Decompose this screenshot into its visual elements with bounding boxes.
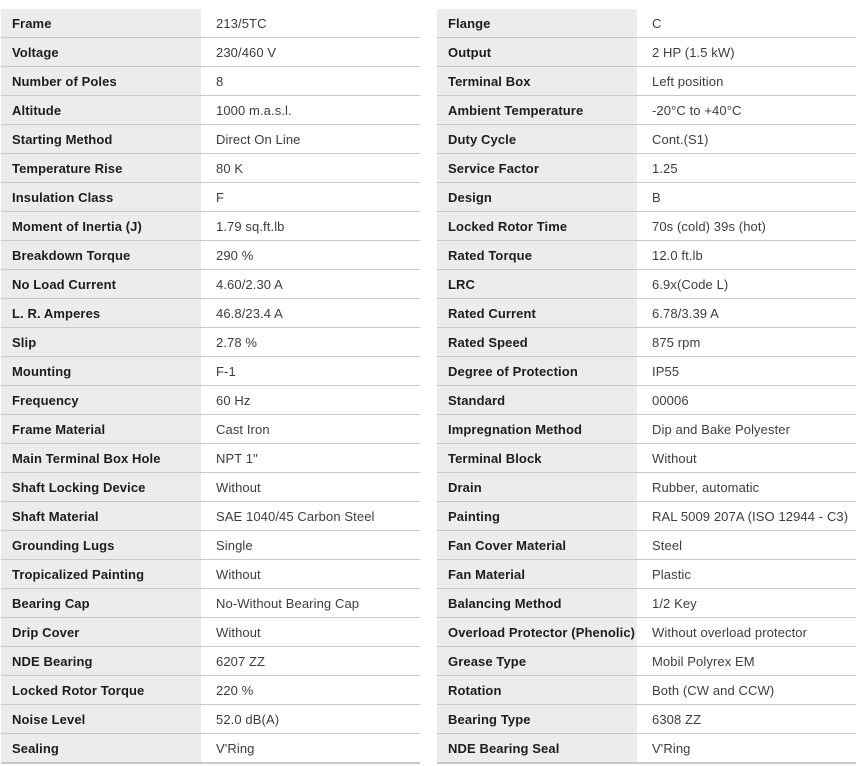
spec-row [437,618,856,647]
spec-row [437,473,856,502]
spec-value: F-1 [216,363,236,379]
spec-value: 1000 m.a.s.l. [216,102,292,118]
spec-label: NDE Bearing Seal [437,734,637,762]
spec-row [437,734,856,764]
spec-row [1,386,420,415]
spec-value: Plastic [652,566,691,582]
spec-value: Mobil Polyrex EM [652,653,755,669]
spec-row [437,241,856,270]
spec-label: Output [437,38,637,66]
spec-label: Terminal Box [437,67,637,95]
spec-value: 60 Hz [216,392,251,408]
spec-row [1,734,420,764]
spec-row [1,299,420,328]
spec-label: Locked Rotor Torque [1,676,201,704]
spec-value: V'Ring [216,740,255,756]
spec-label: Mounting [1,357,201,385]
spec-row [1,705,420,734]
spec-row [1,589,420,618]
spec-label: Altitude [1,96,201,124]
spec-label: Noise Level [1,705,201,733]
spec-row [1,154,420,183]
spec-row [437,96,856,125]
spec-value: 80 K [216,160,244,176]
spec-label: Starting Method [1,125,201,153]
spec-label: Flange [437,9,637,37]
spec-label: Shaft Material [1,502,201,530]
spec-label: Bearing Cap [1,589,201,617]
spec-label: Rotation [437,676,637,704]
spec-label: NDE Bearing [1,647,201,675]
spec-row [437,647,856,676]
spec-row [437,676,856,705]
spec-row [437,67,856,96]
spec-label: Slip [1,328,201,356]
spec-value: Without [216,479,261,495]
spec-label: Rated Torque [437,241,637,269]
spec-value: 46.8/23.4 A [216,305,283,321]
spec-label: Duty Cycle [437,125,637,153]
spec-row [1,125,420,154]
spec-value: Without [652,450,697,466]
spec-value: Steel [652,537,683,553]
spec-row [1,676,420,705]
spec-label: Temperature Rise [1,154,201,182]
spec-row [437,270,856,299]
spec-value: 4.60/2.30 A [216,276,283,292]
spec-label: LRC [437,270,637,298]
spec-label: Degree of Protection [437,357,637,385]
spec-value: V'Ring [652,740,691,756]
spec-value: 875 rpm [652,334,701,350]
spec-value: 12.0 ft.lb [652,247,703,263]
spec-row [1,328,420,357]
spec-label: Insulation Class [1,183,201,211]
spec-table-left [1,9,420,766]
spec-value: 52.0 dB(A) [216,711,280,727]
spec-value: SAE 1040/45 Carbon Steel [216,508,375,524]
spec-row [437,38,856,67]
spec-value: 6308 ZZ [652,711,702,727]
spec-row [1,502,420,531]
spec-row [1,9,420,38]
spec-row [437,299,856,328]
spec-value: F [216,189,225,205]
spec-value: 1/2 Key [652,595,697,611]
spec-label: Tropicalized Painting [1,560,201,588]
spec-value: Single [216,537,253,553]
spec-label: Standard [437,386,637,414]
spec-row [437,502,856,531]
spec-label: Overload Protector (Phenolic) [437,618,637,646]
spec-label: Terminal Block [437,444,637,472]
spec-row [437,212,856,241]
spec-value: Rubber, automatic [652,479,760,495]
spec-value: Left position [652,73,724,89]
spec-label: Design [437,183,637,211]
spec-row [1,473,420,502]
spec-value: 2.78 % [216,334,258,350]
spec-row [437,183,856,212]
spec-label: Frame [1,9,201,37]
spec-value: B [652,189,661,205]
spec-label: Service Factor [437,154,637,182]
spec-row [437,328,856,357]
spec-label: Grease Type [437,647,637,675]
spec-row [437,705,856,734]
spec-label: Moment of Inertia (J) [1,212,201,240]
spec-value: -20°C to +40°C [652,102,742,118]
spec-value: C [652,15,662,31]
spec-row [437,589,856,618]
spec-row [437,531,856,560]
spec-row [1,560,420,589]
spec-value: RAL 5009 207A (ISO 12944 - C3) [652,508,849,524]
spec-label: Breakdown Torque [1,241,201,269]
spec-row [1,183,420,212]
spec-row [1,38,420,67]
spec-value: Without overload protector [652,624,808,640]
spec-label: Main Terminal Box Hole [1,444,201,472]
spec-value: 70s (cold) 39s (hot) [652,218,766,234]
spec-row [1,647,420,676]
spec-row [1,270,420,299]
spec-label: No Load Current [1,270,201,298]
spec-value: 213/5TC [216,15,267,31]
spec-label: Frequency [1,386,201,414]
spec-label: Ambient Temperature [437,96,637,124]
spec-label: Fan Material [437,560,637,588]
spec-row [1,357,420,386]
spec-row [437,386,856,415]
spec-label: Sealing [1,734,201,762]
spec-row [1,241,420,270]
spec-row [437,415,856,444]
spec-value: No-Without Bearing Cap [216,595,360,611]
spec-value: 8 [216,73,224,89]
spec-label: Painting [437,502,637,530]
spec-value: Cont.(S1) [652,131,709,147]
spec-label: Rated Current [437,299,637,327]
spec-row [437,154,856,183]
spec-row [437,444,856,473]
spec-value: 290 % [216,247,254,263]
spec-value: 2 HP (1.5 kW) [652,44,735,60]
spec-label: Drip Cover [1,618,201,646]
spec-label: Balancing Method [437,589,637,617]
spec-label: Fan Cover Material [437,531,637,559]
spec-value: 1.25 [652,160,678,176]
spec-value: 220 % [216,682,254,698]
spec-label: Drain [437,473,637,501]
spec-label: L. R. Amperes [1,299,201,327]
spec-value: Without [216,566,261,582]
spec-row [1,415,420,444]
spec-label: Frame Material [1,415,201,443]
spec-label: Number of Poles [1,67,201,95]
spec-value: 6.78/3.39 A [652,305,719,321]
spec-table-right [437,9,856,766]
spec-row [437,125,856,154]
spec-label: Shaft Locking Device [1,473,201,501]
spec-value: Direct On Line [216,131,301,147]
spec-value: 230/460 V [216,44,277,60]
spec-label: Rated Speed [437,328,637,356]
spec-value: Cast Iron [216,421,270,437]
spec-label: Voltage [1,38,201,66]
spec-value: 6.9x(Code L) [652,276,729,292]
spec-label: Bearing Type [437,705,637,733]
spec-value: NPT 1" [216,450,258,466]
spec-row [1,96,420,125]
spec-row [437,9,856,38]
spec-row [1,618,420,647]
spec-row [1,212,420,241]
spec-row [1,444,420,473]
spec-value: Dip and Bake Polyester [652,421,791,437]
spec-row [437,560,856,589]
spec-row [1,531,420,560]
spec-label: Impregnation Method [437,415,637,443]
spec-value: 00006 [652,392,689,408]
spec-row [1,67,420,96]
spec-value: IP55 [652,363,680,379]
spec-label: Locked Rotor Time [437,212,637,240]
spec-row [437,357,856,386]
spec-value: Both (CW and CCW) [652,682,775,698]
spec-value: 6207 ZZ [216,653,266,669]
spec-value: 1.79 sq.ft.lb [216,218,285,234]
spec-value: Without [216,624,261,640]
spec-label: Grounding Lugs [1,531,201,559]
